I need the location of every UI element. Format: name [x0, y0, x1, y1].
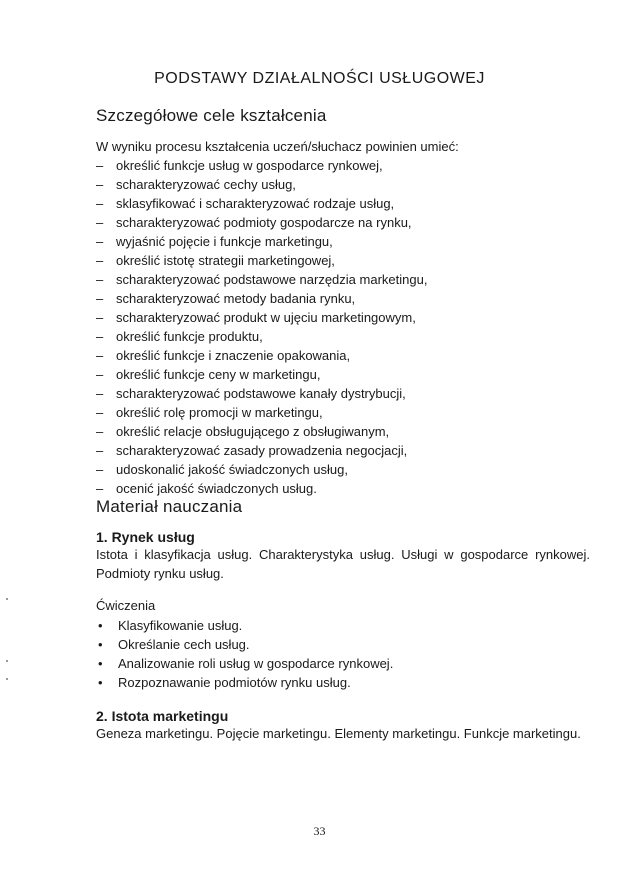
dash-marker: –	[96, 405, 104, 420]
dash-marker: –	[96, 158, 104, 173]
section-heading-material: Materiał nauczania	[96, 497, 243, 516]
exercise-item-text: Analizowanie roli usług w gospodarce rynkowej.	[118, 656, 394, 671]
subsection-heading-2: 2. Istota marketingu	[96, 708, 229, 724]
objective-item	[96, 441, 596, 460]
objective-item-text: określić rolę promocji w marketingu,	[116, 405, 323, 420]
dash-marker: –	[96, 177, 104, 192]
dash-marker: –	[96, 386, 104, 401]
objective-item-text: wyjaśnić pojęcie i funkcje marketingu,	[116, 234, 333, 249]
objective-item	[96, 327, 596, 346]
objective-item	[96, 270, 596, 289]
exercises-list	[96, 616, 596, 692]
objective-item-text: scharakteryzować metody badania rynku,	[116, 291, 356, 306]
bullet-marker: •	[98, 637, 103, 652]
exercise-item-text: Określanie cech usług.	[118, 637, 250, 652]
subsection-heading-1: 1. Rynek usług	[96, 529, 195, 545]
objective-item-text: określić funkcje produktu,	[116, 329, 263, 344]
exercise-item	[96, 654, 596, 673]
exercise-item-text: Klasyfikowanie usług.	[118, 618, 243, 633]
dash-marker: –	[96, 481, 104, 496]
exercise-item	[96, 673, 596, 692]
objectives-list	[96, 156, 596, 498]
bullet-marker: •	[98, 656, 103, 671]
subsection-2-text: Geneza marketingu. Pojęcie marketingu. Elementy marketingu. Funkcje marketingu.	[96, 726, 581, 741]
objective-item	[96, 308, 596, 327]
objective-item-text: scharakteryzować podmioty gospodarcze na rynku,	[116, 215, 412, 230]
objective-item-text: określić funkcje i znaczenie opakowania,	[116, 348, 351, 363]
objective-item	[96, 194, 596, 213]
subsection-1-text: Istota i klasyfikacja usług. Charakterystyka usług. Usługi w gospodarce rynkowej. Podmioty rynku usług.	[96, 547, 590, 581]
dash-marker: –	[96, 234, 104, 249]
section-heading-objectives: Szczegółowe cele kształcenia	[96, 106, 327, 125]
page-number: 33	[313, 824, 326, 838]
objective-item-text: scharakteryzować podstawowe kanały dystrybucji,	[116, 386, 406, 401]
scan-mark	[6, 660, 8, 662]
exercise-item-text: Rozpoznawanie podmiotów rynku usług.	[118, 675, 351, 690]
objective-item-text: scharakteryzować cechy usług,	[116, 177, 296, 192]
objective-item-text: określić funkcje usług w gospodarce rynkowej,	[116, 158, 383, 173]
dash-marker: –	[96, 424, 104, 439]
objective-item	[96, 403, 596, 422]
page-title: PODSTAWY DZIAŁALNOŚCI USŁUGOWEJ	[154, 70, 485, 87]
objective-item-text: ocenić jakość świadczonych usług.	[116, 481, 317, 496]
bullet-marker: •	[98, 618, 103, 633]
objective-item	[96, 232, 596, 251]
objective-item	[96, 460, 596, 479]
dash-marker: –	[96, 291, 104, 306]
dash-marker: –	[96, 272, 104, 287]
dash-marker: –	[96, 253, 104, 268]
dash-marker: –	[96, 310, 104, 325]
objective-item	[96, 175, 596, 194]
objective-item-text: scharakteryzować zasady prowadzenia negocjacji,	[116, 443, 408, 458]
objective-item-text: określić istotę strategii marketingowej,	[116, 253, 335, 268]
objective-item-text: określić funkcje ceny w marketingu,	[116, 367, 321, 382]
dash-marker: –	[96, 329, 104, 344]
objective-item-text: udoskonalić jakość świadczonych usług,	[116, 462, 348, 477]
scan-mark	[6, 598, 8, 600]
objective-item-text: scharakteryzować produkt w ujęciu marketingowym,	[116, 310, 416, 325]
objective-item	[96, 251, 596, 270]
dash-marker: –	[96, 462, 104, 477]
objective-item	[96, 346, 596, 365]
objective-item	[96, 289, 596, 308]
objective-item	[96, 213, 596, 232]
objective-item	[96, 422, 596, 441]
objective-item-text: scharakteryzować podstawowe narzędzia marketingu,	[116, 272, 428, 287]
objective-item	[96, 365, 596, 384]
dash-marker: –	[96, 196, 104, 211]
dash-marker: –	[96, 215, 104, 230]
exercise-item	[96, 635, 596, 654]
objective-item	[96, 156, 596, 175]
exercise-item	[96, 616, 596, 635]
bullet-marker: •	[98, 675, 103, 690]
objective-item-text: sklasyfikować i scharakteryzować rodzaje usług,	[116, 196, 395, 211]
dash-marker: –	[96, 348, 104, 363]
objective-item	[96, 479, 596, 498]
dash-marker: –	[96, 367, 104, 382]
dash-marker: –	[96, 443, 104, 458]
objective-item-text: określić relacje obsługującego z obsługiwanym,	[116, 424, 390, 439]
objective-item	[96, 384, 596, 403]
objectives-intro: W wyniku procesu kształcenia uczeń/słuchacz powinien umieć:	[96, 139, 459, 154]
scan-mark	[6, 678, 8, 680]
exercises-label: Ćwiczenia	[96, 598, 156, 613]
